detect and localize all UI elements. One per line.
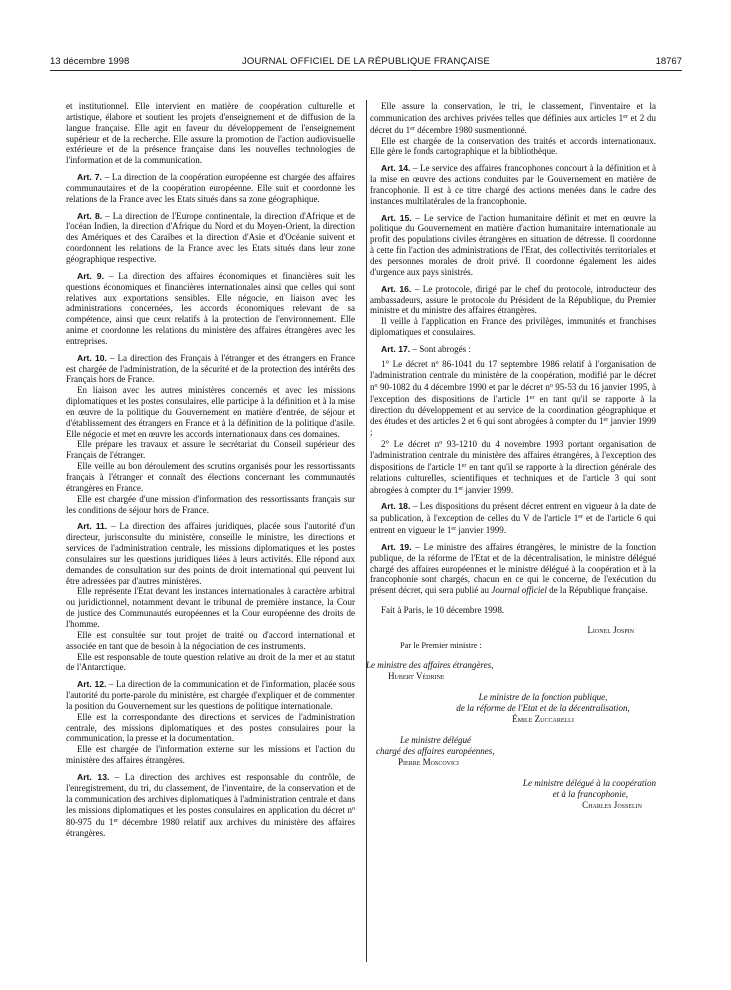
superscript: o — [549, 382, 553, 389]
article-16 — [370, 284, 656, 317]
article-12 — [66, 679, 355, 712]
text-run: 95-53 du 16 janvier 1995, à l'exception des dispositions de l'article 1 — [370, 381, 656, 404]
minister-cooperation-title-1: Le ministre délégué à la coopération — [522, 778, 656, 789]
article-18 — [370, 501, 656, 536]
article-label: Art. 14. — [381, 163, 411, 174]
page-header — [50, 56, 682, 70]
article-text: 80-975 du 1 — [66, 817, 114, 828]
title-line: Le ministre des affaires étrangères, — [366, 660, 494, 671]
text-run: 1° Le décret n — [381, 359, 436, 370]
article-text: – Le service des affaires francophones concourt à la définition et à la mise en œuvre des actions conduites par le Gouvernement en matière de francophonie. Il est à ce titre chargé des actions menées dans le cadre des instances multilatérales de la francophonie. — [370, 163, 656, 206]
article-8 — [66, 211, 355, 265]
article-text: et de l'article 6 qui entrent en vigueur le 1 — [370, 513, 656, 536]
minister-delegate-title-2: chargé des affaires européennes, — [376, 746, 495, 757]
article-label: Art. 17. — [381, 343, 411, 354]
paragraph: Il veille à l'application en France des privilèges, immunités et franchises diplomatiques et consulaires. — [370, 316, 656, 338]
paragraph — [370, 101, 656, 136]
article-label: Art. 18. — [381, 501, 411, 512]
signature-josselin: Charles Josselin — [582, 800, 642, 811]
article-text: – La direction des Français à l'étranger et des étrangers en France est chargée de l'administration, de la sécurité et de la protection des intérêts des Français hors de France. — [66, 352, 355, 385]
left-column — [66, 101, 355, 839]
paragraph: Elle est responsable de toute question relative au droit de la mer et au statut de l'Antarctique. — [66, 651, 355, 673]
header-date: 13 décembre 1998 — [50, 56, 130, 67]
article-text: – Sont abrogés : — [410, 343, 471, 354]
header-page-number: 18767 — [655, 56, 682, 67]
superscript: er — [603, 417, 609, 424]
signatures — [366, 605, 656, 811]
article-text: – Le ministre des affaires étrangères, le ministre de la fonction publique, de la réforme de l'Etat et de la décentralisation, le ministre délégué chargé des affaires européennes et le ministre délégué à la coopération et à la francophonie sont chargés, chacun en ce qui le concerne, de l'exécution du présent décret, qui sera publié au — [370, 541, 656, 596]
signature-jospin: Lionel Jospin — [587, 625, 634, 636]
text-run: 93-1210 du 4 novembre 1993 portant organisation de l'administration centrale du ministère des affaires étrangères, à l'exception des dispositions de l'article 1 — [370, 439, 657, 472]
article-label: Art. 8. — [77, 210, 103, 221]
article-label: Art. 11. — [77, 521, 108, 532]
signature-moscovici: Pierre Moscovici — [398, 757, 460, 768]
superscript: er — [458, 485, 464, 492]
signature-zuccarelli: Émile Zuccarelli — [512, 714, 574, 725]
list-item — [370, 438, 656, 495]
superscript: er — [410, 125, 415, 132]
article-9 — [66, 271, 355, 347]
superscript: o — [435, 360, 439, 367]
minister-public-service-title-1: Le ministre de la fonction publique, — [478, 692, 608, 703]
paragraph: Elle est la correspondante des directions et services de l'administration centrale, des missions diplomatiques et des postes consulaires pour la communication, la presse et la documentation. — [66, 711, 355, 744]
paragraph: Elle représente l'Etat devant les instances internationales à caractère arbitral ou juridictionnel, notamment devant le tribunal de première instance, la Cour de justice des Communautés européennes et la Cour européenne des droits de l'homme. — [66, 586, 355, 629]
text-run: Elle assure la conservation, le tri, le classement, l'inventaire et la communication des archives privées telles que définies aux articles 1 — [370, 101, 656, 123]
paragraph: et institutionnel. Elle intervient en matière de coopération culturelle et artistique, élabore et soutient les projets d'enseignement et de diffusion de la langue française. Elle agit en faveur du développement de l'enseignement supérieur et de la recherche. Elle assure la promotion de l'action audiovisuelle extérieure et de la présence française dans les nouvelles technologies de l'information et de la communication. — [66, 101, 355, 166]
article-label: Art. 12. — [77, 679, 107, 690]
article-text: de la République française. — [546, 585, 648, 596]
minister-public-service-title-2: de la réforme de l'Etat et de la décentralisation, — [456, 703, 630, 714]
header-rule — [50, 70, 682, 71]
signature-vedrine: Hubert Védrine — [388, 671, 445, 682]
article-text: – La direction des archives est responsable du contrôle, de l'enregistrement, du tri, du classement, de l'inventaire, de la conservation et de la communication des archives diplomatiques à l'administration centrale et dans les missions diplomatiques et les postes consulaires en application du décret n — [66, 771, 355, 816]
text-run: 90-1082 du 4 décembre 1990 et par le décret n — [377, 381, 550, 392]
superscript: er — [461, 462, 467, 469]
article-17 — [370, 344, 656, 355]
text-run: 2° Le décret n — [381, 439, 440, 450]
superscript: er — [578, 514, 583, 521]
article-10 — [66, 353, 355, 386]
article-15 — [370, 213, 656, 278]
paragraph: Elle est chargée de la conservation des traités et accords internationaux. Elle gère le fonds cartographique et la bibliothèque. — [370, 135, 656, 157]
article-text: – La direction des affaires économiques et financières suit les questions économiques et financières internationales ainsi que celles qui sont relatives aux exportations sensibles. Elle négocie, en liaison avec les administrations concernées, les accords économiques relevant de sa compétence, ainsi que ceux relatifs à la protection de l'environnement. Elle anime et coordonne les relations du ministère des affaires étrangères avec les entreprises. — [66, 270, 355, 346]
text-run: et 2 du décret du 1 — [370, 112, 656, 135]
text-run: 86-1041 du 17 septembre 1986 relatif à l'organisation de l'administration centrale du ministère de la coopération, modifié par le décret n — [370, 359, 656, 392]
paragraph: Elle prépare les travaux et assure le secrétariat du Conseil supérieur des Français de l'étranger. — [66, 439, 355, 461]
article-text: – La direction de la coopération européenne est chargée des affaires communautaires et de la coopération européenne. Elle suit et coordonne les relations de la France avec les Etats situés dans sa zone géographique. — [66, 172, 355, 204]
article-11 — [66, 521, 355, 586]
column-divider — [366, 100, 367, 962]
superscript: er — [113, 818, 119, 825]
text-run: janvier 1999. — [463, 484, 514, 495]
article-label: Art. 7. — [77, 172, 102, 183]
superscript: er — [451, 526, 457, 533]
article-19 — [370, 542, 656, 596]
article-13 — [66, 772, 355, 839]
header-journal-title: JOURNAL OFFICIEL DE LA RÉPUBLIQUE FRANÇAISE — [241, 56, 491, 67]
superscript: er — [529, 394, 535, 401]
text-run: décembre 1980 susmentionné. — [414, 124, 527, 135]
superscript: o — [439, 440, 443, 447]
article-text: – Le protocole, dirigé par le chef du protocole, introducteur des ambassadeurs, assure le protocole du Président de la République, du Premier ministre et du ministre des affaires étrangères. — [370, 283, 656, 316]
article-7 — [66, 172, 355, 205]
by-prime-minister: Par le Premier ministre : — [400, 641, 482, 651]
article-text: – La direction de l'Europe continentale, la direction d'Afrique et de l'océan Indien, la direction d'Afrique du Nord et du Moyen-Orient, la direction des Amériques et des Caraïbes et la direction d'Asie et d'Océanie suivent et coordonnent les relations de la France avec les Etats situés dans leur zone géographique respective. — [66, 210, 355, 264]
superscript: er — [623, 113, 628, 120]
article-14 — [370, 163, 656, 206]
article-label: Art. 9. — [77, 270, 104, 281]
text-run: en tant qu'il se rapporte à la direction du développement et au service de la coordination géographique et des études et des articles 2 et 6 qui sont abrogées à compter du 1 — [370, 393, 656, 427]
article-text: – La direction de la communication et de l'information, placée sous l'autorité du porte-parole du ministère, est chargée d'expliquer et de commenter la position du Gouvernement sur les questions de politique internationale. — [66, 679, 355, 711]
article-label: Art. 19. — [381, 541, 412, 552]
article-text: – La direction des affaires juridiques, placée sous l'autorité d'un directeur, jurisconsulte du ministère, conseille le ministre, les directions et services de l'administration centrale, les missions diplomatiques et les postes consulaires sur les questions juridiques liées à leurs activités. Elle répond aux demandes de consultation sur des points de droit international qui peuvent lui être adressées par d'autres ministères. — [66, 521, 355, 586]
right-column — [366, 101, 657, 811]
article-label: Art. 15. — [381, 212, 412, 223]
paragraph: Elle veille au bon déroulement des scrutins organisés pour les ressortissants français à l'étranger et connaît des élections concernant les communautés étrangères en France. — [66, 461, 355, 493]
paragraph: Elle est chargée d'une mission d'information des ressortissants français sur les conditions de séjour hors de France. — [66, 493, 355, 515]
paragraph: Elle est consultée sur tout projet de traité ou d'accord international et associée en tant que de besoin à la négociation de ces instruments. — [66, 629, 355, 651]
article-label: Art. 13. — [77, 771, 110, 782]
journal-officiel-italic: Journal officiel — [491, 585, 547, 596]
minister-cooperation-title-2: et à la francophonie, — [552, 789, 628, 800]
paragraph: Elle est chargée de l'information externe sur les missions et l'action du ministère des affaires étrangères. — [66, 744, 355, 766]
article-text: décembre 1980 relatif aux archives du ministère des affaires étrangères. — [66, 817, 355, 839]
article-text: – Le service de l'action humanitaire définit et met en œuvre la politique du Gouvernement en matière d'action humanitaire internationale au profit des populations civiles étrangères en situation de détresse. Il coordonne à cette fin l'action des administrations de l'Etat, des collectivités territoriales et des personnes morales de droit privé. Il coordonne également les aides d'urgence aux pays sinistrés. — [370, 212, 657, 277]
article-label: Art. 10. — [77, 352, 107, 363]
list-item — [370, 358, 656, 438]
article-text: janvier 1999. — [456, 525, 507, 536]
minister-foreign-affairs-title — [366, 660, 656, 671]
article-text: – Les dispositions du présent décret entrent en vigueur à la date de sa publication, à l'exception de celles du V de l'article 1 — [370, 501, 656, 524]
article-label: Art. 16. — [381, 283, 412, 294]
text-run: en tant qu'il se rapporte à la direction générale des relations culturelles, scientifiques et techniques et de l'article 3 qui sont abrogées à compter du 1 — [370, 461, 656, 495]
superscript: o — [374, 382, 378, 389]
done-at-paris: Fait à Paris, le 10 décembre 1998. — [381, 605, 505, 616]
superscript: o — [352, 806, 355, 813]
paragraph: En liaison avec les autres ministères concernés et avec les missions diplomatiques et les postes consulaires, elle participe à la définition et à la mise en œuvre de la politique du Gouvernement en matière d'entrée, de séjour et d'établissement des étrangers en France et à la définition de la politique d'asile. Elle négocie et met en œuvre les accords internationaux dans ces domaines. — [66, 385, 355, 439]
text-run: janvier 1999 ; — [370, 416, 656, 438]
minister-delegate-title-1: Le ministre délégué — [400, 735, 472, 746]
